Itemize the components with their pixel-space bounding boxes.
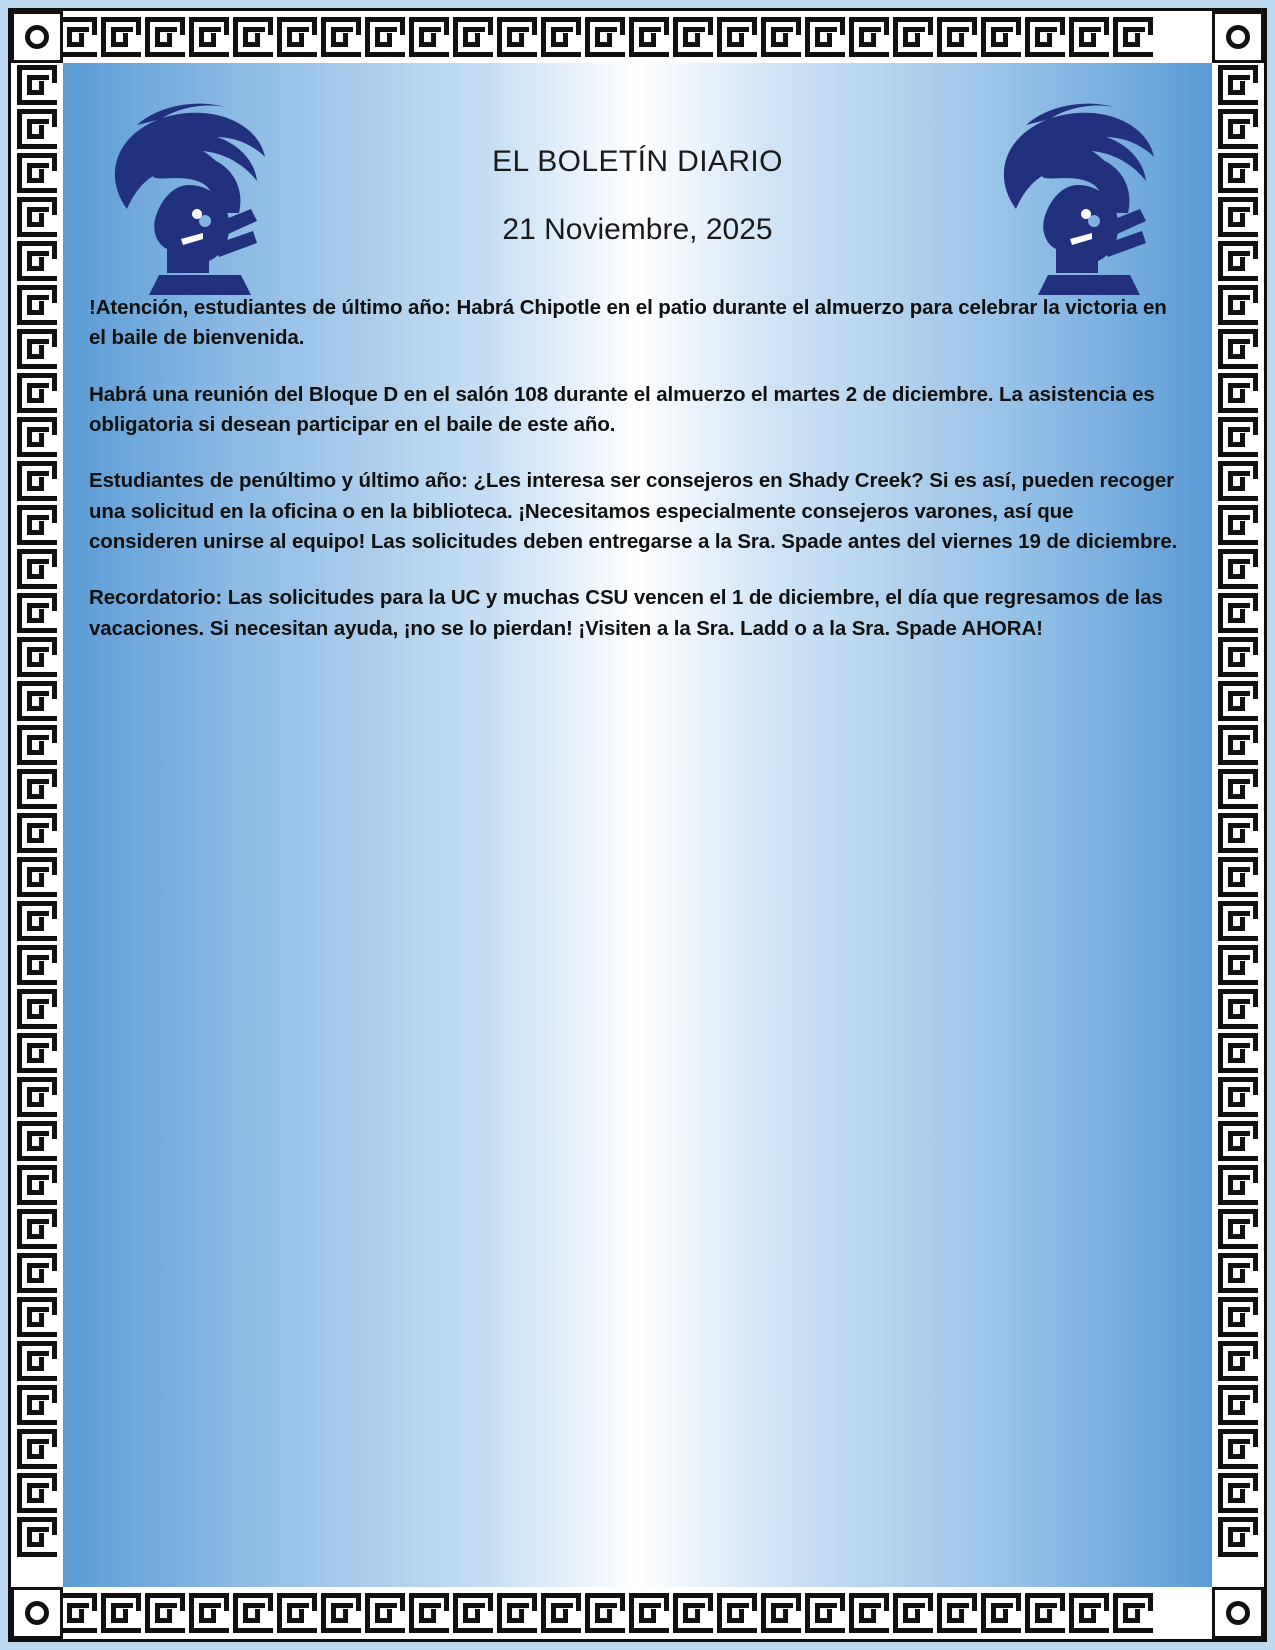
corner-medallion-top-left bbox=[11, 11, 63, 63]
greek-key-motif bbox=[17, 417, 57, 457]
greek-key-motif bbox=[981, 1593, 1021, 1633]
page-date: 21 Noviembre, 2025 bbox=[502, 213, 773, 246]
greek-key-motif bbox=[453, 17, 493, 57]
greek-key-motif bbox=[101, 1593, 141, 1633]
greek-key-motif bbox=[17, 65, 57, 105]
greek-key-motif bbox=[717, 17, 757, 57]
greek-key-motif bbox=[57, 17, 97, 57]
greek-key-motif bbox=[761, 1593, 801, 1633]
greek-key-motif bbox=[17, 637, 57, 677]
greek-key-motif bbox=[409, 1593, 449, 1633]
greek-key-motif bbox=[1218, 637, 1258, 677]
greek-key-motif bbox=[1218, 1297, 1258, 1337]
greek-key-motif bbox=[1218, 725, 1258, 765]
greek-key-motif bbox=[1218, 285, 1258, 325]
greek-key-motif bbox=[277, 1593, 317, 1633]
greek-key-motif bbox=[233, 1593, 273, 1633]
greek-key-motif bbox=[189, 1593, 229, 1633]
greek-key-motif bbox=[145, 1593, 185, 1633]
greek-key-motif bbox=[17, 1517, 57, 1557]
greek-key-motif bbox=[1218, 329, 1258, 369]
greek-key-motif bbox=[17, 1473, 57, 1513]
greek-key-motif bbox=[17, 109, 57, 149]
greek-key-motif bbox=[1218, 505, 1258, 545]
greek-key-motif bbox=[893, 1593, 933, 1633]
announcement-item: Recordatorio: Las solicitudes para la UC y muchas CSU vencen el 1 de diciembre, el día que regresamos de las vacaciones. Si necesitan ayuda, ¡no se lo pierdan! ¡Visiten a la Sra. Ladd o a la Sra. Spade AHORA! bbox=[89, 586, 1163, 640]
greek-key-motif bbox=[673, 17, 713, 57]
greek-key-motif bbox=[57, 1593, 97, 1633]
greek-key-motif bbox=[893, 17, 933, 57]
newsletter-header bbox=[63, 63, 1212, 293]
greek-key-border-top bbox=[11, 11, 1264, 66]
greek-key-motif bbox=[277, 17, 317, 57]
greek-key-motif bbox=[17, 813, 57, 853]
greek-key-motif bbox=[17, 1033, 57, 1073]
greek-key-motif bbox=[17, 1385, 57, 1425]
greek-key-motif bbox=[17, 1253, 57, 1293]
greek-key-border-bottom bbox=[11, 1584, 1264, 1639]
trojan-head-icon-right bbox=[982, 89, 1182, 309]
greek-key-motif bbox=[805, 1593, 845, 1633]
greek-key-motif bbox=[1218, 681, 1258, 721]
corner-medallion-bottom-right bbox=[1212, 1587, 1264, 1639]
greek-key-motif bbox=[17, 373, 57, 413]
greek-key-motif bbox=[17, 549, 57, 589]
greek-key-motif bbox=[585, 1593, 625, 1633]
greek-key-motif bbox=[1218, 1473, 1258, 1513]
greek-key-motif bbox=[1218, 1209, 1258, 1249]
greek-key-motif bbox=[1218, 1253, 1258, 1293]
greek-key-motif bbox=[17, 1297, 57, 1337]
greek-key-motif bbox=[233, 17, 273, 57]
announcement-item: Habrá una reunión del Bloque D en el salón 108 durante el almuerzo el martes 2 de diciembre. La asistencia es obligatoria si desean participar en el baile de este año. bbox=[89, 382, 1155, 436]
decorative-frame bbox=[8, 8, 1267, 1642]
greek-key-motif bbox=[717, 1593, 757, 1633]
greek-key-motif bbox=[1218, 989, 1258, 1029]
greek-key-motif bbox=[1069, 17, 1109, 57]
greek-key-motif bbox=[17, 725, 57, 765]
greek-key-motif bbox=[1025, 1593, 1065, 1633]
greek-key-motif bbox=[17, 197, 57, 237]
greek-key-motif bbox=[1113, 1593, 1153, 1633]
announcement-item: Estudiantes de penúltimo y último año: ¿Les interesa ser consejeros en Shady Creek? Si es así, pueden recoger una solicitud en la oficina o en la biblioteca. ¡Necesitamos especialmente consejeros varones, así que consideren unirse al equipo! Las solicitudes deben entregarse a la Sra. Spade antes del viernes 19 de diciembre. bbox=[89, 469, 1178, 553]
greek-key-motif bbox=[365, 17, 405, 57]
greek-key-motif bbox=[1218, 857, 1258, 897]
greek-key-motif bbox=[1218, 813, 1258, 853]
greek-key-motif bbox=[1218, 65, 1258, 105]
greek-key-motif bbox=[101, 17, 141, 57]
greek-key-motif bbox=[1218, 373, 1258, 413]
greek-key-motif bbox=[189, 17, 229, 57]
greek-key-motif bbox=[761, 17, 801, 57]
announcement-item: !Atención, estudiantes de último año: Habrá Chipotle en el patio durante el almuerzo para celebrar la victoria en el baile de bienvenida. bbox=[89, 296, 1167, 350]
greek-key-motif bbox=[17, 1121, 57, 1161]
greek-key-motif bbox=[1218, 461, 1258, 501]
page-title: EL BOLETÍN DIARIO bbox=[492, 145, 783, 178]
greek-key-motif bbox=[17, 461, 57, 501]
greek-key-motif bbox=[17, 1077, 57, 1117]
greek-key-motif bbox=[1218, 241, 1258, 281]
greek-key-motif bbox=[453, 1593, 493, 1633]
greek-key-border-right bbox=[1209, 63, 1264, 1587]
greek-key-motif bbox=[805, 17, 845, 57]
greek-key-motif bbox=[629, 1593, 669, 1633]
greek-key-motif bbox=[17, 989, 57, 1029]
corner-medallion-top-right bbox=[1212, 11, 1264, 63]
greek-key-motif bbox=[1218, 769, 1258, 809]
greek-key-motif bbox=[17, 681, 57, 721]
greek-key-motif bbox=[1218, 1165, 1258, 1205]
greek-key-motif bbox=[1069, 1593, 1109, 1633]
greek-key-motif bbox=[17, 857, 57, 897]
greek-key-motif bbox=[1218, 1033, 1258, 1073]
greek-key-motif bbox=[17, 153, 57, 193]
greek-key-motif bbox=[673, 1593, 713, 1633]
greek-key-motif bbox=[1218, 1429, 1258, 1469]
greek-key-motif bbox=[17, 329, 57, 369]
greek-key-motif bbox=[321, 1593, 361, 1633]
greek-key-motif bbox=[17, 1165, 57, 1205]
greek-key-motif bbox=[1218, 945, 1258, 985]
announcements-list bbox=[63, 293, 1212, 644]
greek-key-motif bbox=[1113, 17, 1153, 57]
corner-medallion-bottom-left bbox=[11, 1587, 63, 1639]
greek-key-motif bbox=[17, 285, 57, 325]
greek-key-motif bbox=[497, 1593, 537, 1633]
greek-key-motif bbox=[17, 901, 57, 941]
greek-key-motif bbox=[497, 17, 537, 57]
greek-key-motif bbox=[1218, 417, 1258, 457]
greek-key-motif bbox=[321, 17, 361, 57]
greek-key-motif bbox=[17, 1429, 57, 1469]
greek-key-motif bbox=[1218, 1385, 1258, 1425]
greek-key-border-left bbox=[11, 63, 66, 1587]
greek-key-motif bbox=[1218, 549, 1258, 589]
greek-key-motif bbox=[1025, 17, 1065, 57]
greek-key-motif bbox=[17, 1341, 57, 1381]
greek-key-motif bbox=[541, 1593, 581, 1633]
greek-key-motif bbox=[17, 241, 57, 281]
greek-key-motif bbox=[1218, 153, 1258, 193]
greek-key-motif bbox=[1218, 109, 1258, 149]
greek-key-motif bbox=[849, 17, 889, 57]
greek-key-motif bbox=[629, 17, 669, 57]
greek-key-motif bbox=[1218, 593, 1258, 633]
greek-key-motif bbox=[937, 1593, 977, 1633]
greek-key-motif bbox=[849, 1593, 889, 1633]
greek-key-motif bbox=[1218, 1341, 1258, 1381]
greek-key-motif bbox=[17, 593, 57, 633]
greek-key-motif bbox=[17, 769, 57, 809]
greek-key-motif bbox=[17, 1209, 57, 1249]
greek-key-motif bbox=[145, 17, 185, 57]
greek-key-motif bbox=[17, 945, 57, 985]
greek-key-motif bbox=[365, 1593, 405, 1633]
page-content-area bbox=[63, 63, 1212, 1587]
greek-key-motif bbox=[1218, 901, 1258, 941]
greek-key-motif bbox=[585, 17, 625, 57]
greek-key-motif bbox=[541, 17, 581, 57]
greek-key-motif bbox=[981, 17, 1021, 57]
greek-key-motif bbox=[1218, 1517, 1258, 1557]
greek-key-motif bbox=[17, 505, 57, 545]
greek-key-motif bbox=[937, 17, 977, 57]
greek-key-motif bbox=[1218, 1077, 1258, 1117]
greek-key-motif bbox=[1218, 1121, 1258, 1161]
greek-key-motif bbox=[1218, 197, 1258, 237]
greek-key-motif bbox=[409, 17, 449, 57]
